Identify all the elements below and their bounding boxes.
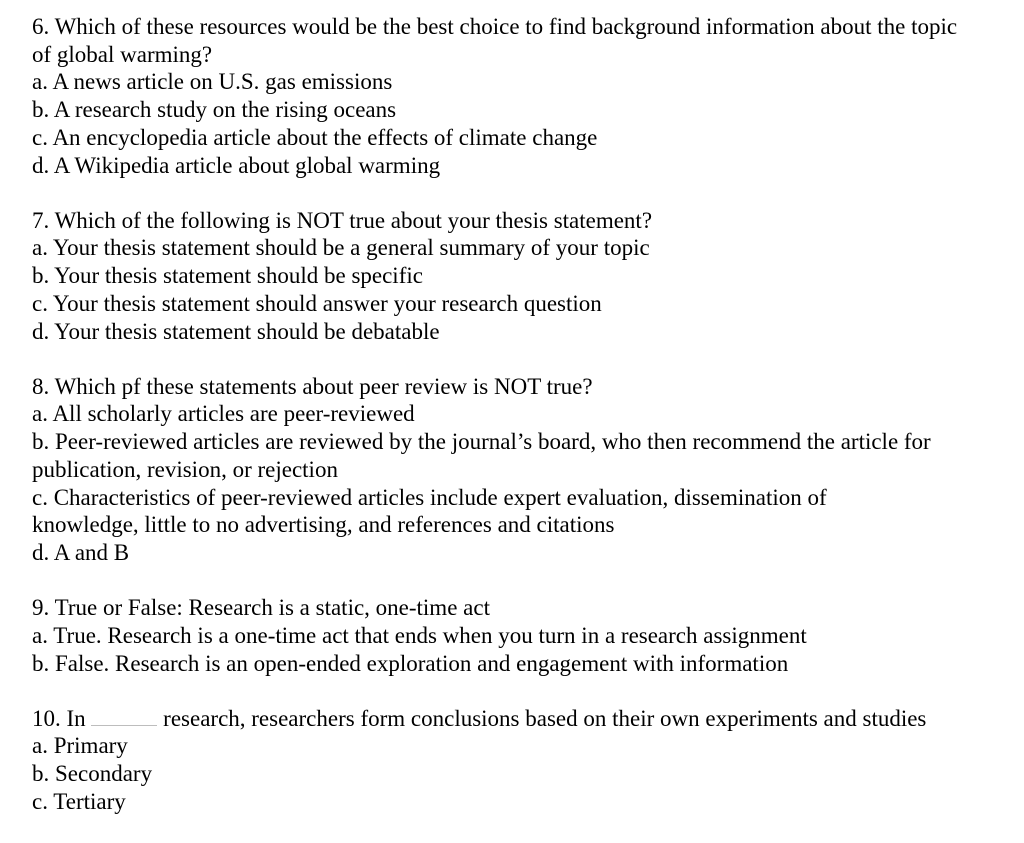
question-7-option-b: b. Your thesis statement should be specific	[32, 263, 423, 289]
question-10-option-a: a. Primary	[32, 733, 128, 759]
question-6-option-c: c. An encyclopedia article about the effects of climate change	[32, 124, 598, 150]
question-9-option-a: a. True. Research is a one-time act that ends when you turn in a research assignment	[32, 622, 807, 648]
question-10-text-after: research, researchers form conclusions based on their own experiments and studies	[163, 705, 927, 731]
question-10-option-c: c. Tertiary	[32, 788, 126, 814]
question-7-option-d: d. Your thesis statement should be debatable	[32, 318, 440, 344]
question-6	[32, 13, 1012, 179]
question-10-option-b: b. Secondary	[32, 761, 153, 787]
question-10	[32, 705, 1012, 816]
question-8-option-d: d. A and B	[32, 539, 130, 565]
question-8-option-b: b. Peer-reviewed articles are reviewed by the journal’s board, who then recommend the article for publication, revision, or rejection	[32, 429, 931, 482]
question-9	[32, 594, 1012, 677]
question-7	[32, 207, 1012, 346]
question-6-option-b: b. A research study on the rising oceans	[32, 97, 397, 123]
question-6-option-d: d. A Wikipedia article about global warming	[32, 152, 441, 178]
question-9-text: 9. True or False: Research is a static, one-time act	[32, 595, 490, 621]
question-6-option-a: a. A news article on U.S. gas emissions	[32, 69, 393, 95]
question-10-text-before: 10. In	[32, 705, 86, 731]
question-8-text: 8. Which pf these statements about peer review is NOT true?	[32, 373, 593, 399]
question-6-text: 6. Which of these resources would be the best choice to find background information about the topic of global warming?	[32, 14, 958, 67]
question-7-text: 7. Which of the following is NOT true about your thesis statement?	[32, 207, 653, 233]
question-9-option-b: b. False. Research is an open-ended exploration and engagement with information	[32, 650, 789, 676]
quiz-document	[32, 13, 1012, 843]
question-7-option-a: a. Your thesis statement should be a general summary of your topic	[32, 235, 650, 261]
fill-in-blank	[91, 707, 157, 726]
question-7-option-c: c. Your thesis statement should answer your research question	[32, 290, 602, 316]
question-8-option-a: a. All scholarly articles are peer-reviewed	[32, 401, 415, 427]
question-10-text	[32, 705, 1012, 733]
question-8	[32, 373, 1012, 567]
question-8-option-c: c. Characteristics of peer-reviewed articles include expert evaluation, dissemination of knowledge, little to no advertising, and references and citations	[32, 484, 827, 538]
